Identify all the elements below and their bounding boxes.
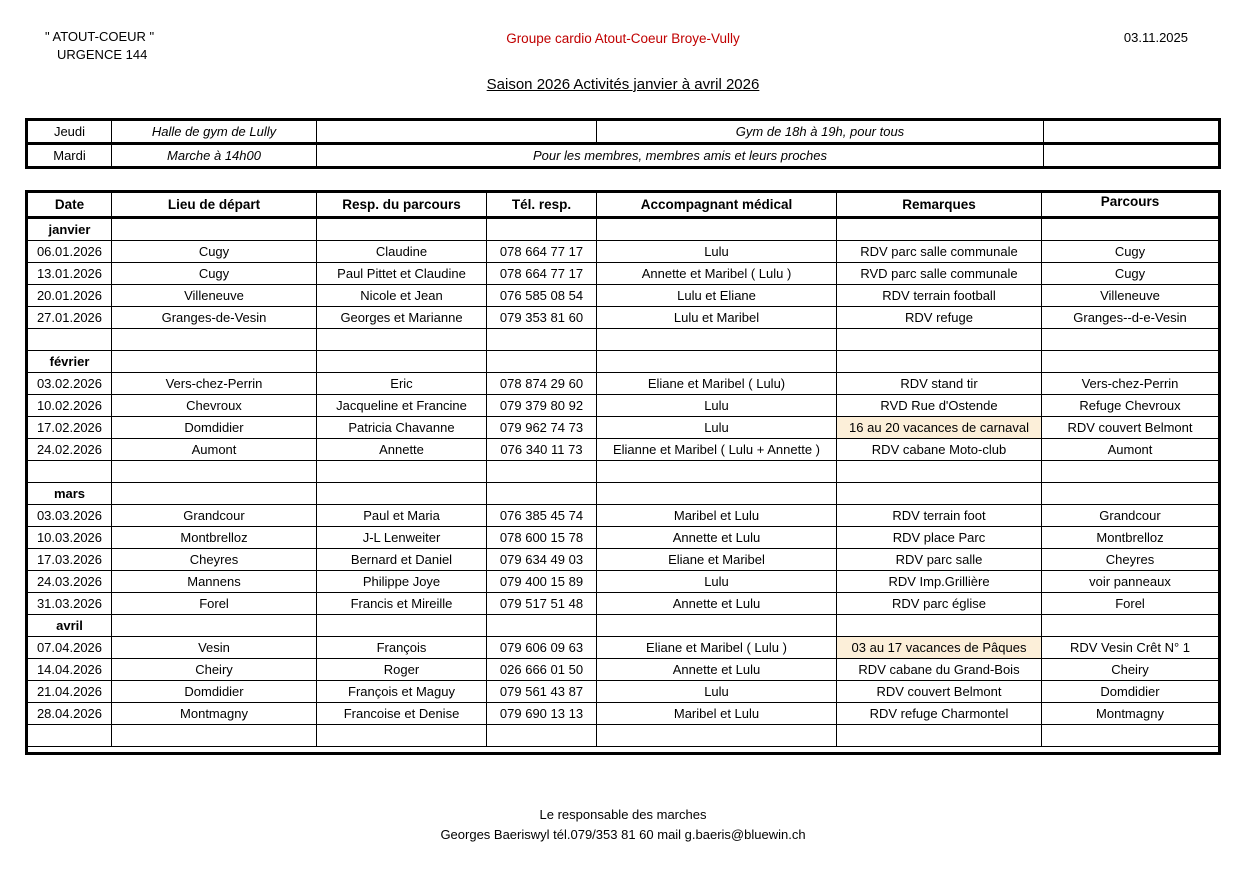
cell-accompagnant: Eliane et Maribel: [597, 549, 837, 571]
org-name: " ATOUT-COEUR ": [45, 29, 155, 44]
cell-date: 17.03.2026: [27, 549, 112, 571]
info-empty-cell: [1044, 144, 1220, 168]
cell-parcours: RDV Vesin Crêt N° 1: [1042, 637, 1220, 659]
cell-tel: 079 379 80 92: [487, 395, 597, 417]
cell-accompagnant: [597, 218, 837, 241]
table-row: [27, 571, 1220, 593]
table-row: [27, 681, 1220, 703]
table-row: [27, 417, 1220, 439]
cell-date: 03.03.2026: [27, 505, 112, 527]
empty-row: [27, 461, 1220, 483]
cell-resp: Georges et Marianne: [317, 307, 487, 329]
cell-resp: Annette: [317, 439, 487, 461]
info-day: Mardi: [27, 144, 112, 168]
cell-remarques: 16 au 20 vacances de carnaval: [837, 417, 1042, 439]
info-empty-cell: [317, 120, 597, 144]
cell-accompagnant: Maribel et Lulu: [597, 703, 837, 725]
month-row: [27, 218, 1220, 241]
cell-resp: Philippe Joye: [317, 571, 487, 593]
cell-lieu: [112, 483, 317, 505]
cell-parcours: [1042, 725, 1220, 747]
cell-date: 03.02.2026: [27, 373, 112, 395]
cell-parcours: Forel: [1042, 593, 1220, 615]
footer-contact: Georges Baeriswyl tél.079/353 81 60 mail g.baeris@bluewin.ch: [440, 826, 806, 842]
spacer-cell: [27, 747, 1220, 754]
table-row: [27, 307, 1220, 329]
cell-remarques: RDV terrain foot: [837, 505, 1042, 527]
cell-remarques: RDV parc salle communale: [837, 241, 1042, 263]
cell-accompagnant: Lulu et Eliane: [597, 285, 837, 307]
cell-tel: 079 606 09 63: [487, 637, 597, 659]
cell-tel: 078 664 77 17: [487, 263, 597, 285]
cell-parcours: Cheiry: [1042, 659, 1220, 681]
cell-accompagnant: [597, 351, 837, 373]
cell-tel: 079 517 51 48: [487, 593, 597, 615]
cell-remarques: [837, 461, 1042, 483]
cell-date: 20.01.2026: [27, 285, 112, 307]
cell-tel: [487, 725, 597, 747]
cell-remarques: RDV refuge Charmontel: [837, 703, 1042, 725]
cell-remarques: [837, 615, 1042, 637]
info-day: Jeudi: [27, 120, 112, 144]
cell-accompagnant: Lulu: [597, 395, 837, 417]
info-detail: Pour les membres, membres amis et leurs proches: [317, 144, 1044, 168]
cell-accompagnant: Lulu: [597, 571, 837, 593]
cell-remarques: RDV Imp.Grillière: [837, 571, 1042, 593]
cell-parcours: Aumont: [1042, 439, 1220, 461]
cell-lieu: [112, 218, 317, 241]
cell-lieu: Cugy: [112, 241, 317, 263]
month-row: [27, 615, 1220, 637]
cell-lieu: Mannens: [112, 571, 317, 593]
cell-lieu: Aumont: [112, 439, 317, 461]
document-header: [0, 0, 1246, 108]
cell-date: avril: [27, 615, 112, 637]
table-row: [27, 637, 1220, 659]
table-row: [27, 395, 1220, 417]
cell-parcours: Cugy: [1042, 241, 1220, 263]
footer: [0, 805, 1246, 844]
cell-parcours: Grandcour: [1042, 505, 1220, 527]
cell-parcours: [1042, 351, 1220, 373]
cell-parcours: Domdidier: [1042, 681, 1220, 703]
table-row: [27, 593, 1220, 615]
info-table: [25, 118, 1221, 169]
cell-date: 27.01.2026: [27, 307, 112, 329]
cell-resp: [317, 615, 487, 637]
cell-resp: [317, 329, 487, 351]
cell-lieu: Montmagny: [112, 703, 317, 725]
cell-tel: 079 400 15 89: [487, 571, 597, 593]
cell-tel: 079 690 13 13: [487, 703, 597, 725]
month-row: [27, 483, 1220, 505]
cell-date: 24.02.2026: [27, 439, 112, 461]
cell-resp: J-L Lenweiter: [317, 527, 487, 549]
cell-lieu: [112, 615, 317, 637]
cell-resp: Patricia Chavanne: [317, 417, 487, 439]
cell-date: janvier: [27, 218, 112, 241]
cell-resp: [317, 483, 487, 505]
cell-remarques: RVD Rue d'Ostende: [837, 395, 1042, 417]
cell-resp: Nicole et Jean: [317, 285, 487, 307]
cell-resp: [317, 461, 487, 483]
cell-resp: Bernard et Daniel: [317, 549, 487, 571]
org-urgence: URGENCE 144: [57, 47, 148, 63]
cell-tel: 076 385 45 74: [487, 505, 597, 527]
table-row: [27, 263, 1220, 285]
cell-parcours: voir panneaux: [1042, 571, 1220, 593]
cell-remarques: [837, 218, 1042, 241]
cell-date: mars: [27, 483, 112, 505]
cell-lieu: Domdidier: [112, 417, 317, 439]
document-date: 03.11.2025: [1123, 30, 1188, 45]
table-row: [27, 373, 1220, 395]
cell-remarques: 03 au 17 vacances de Pâques: [837, 637, 1042, 659]
cell-date: 28.04.2026: [27, 703, 112, 725]
table-row: [27, 285, 1220, 307]
page-title: Saison 2026 Activités janvier à avril 2026: [486, 76, 760, 93]
cell-resp: Paul Pittet et Claudine: [317, 263, 487, 285]
cell-remarques: RDV stand tir: [837, 373, 1042, 395]
cell-accompagnant: Lulu: [597, 241, 837, 263]
cell-resp: Francoise et Denise: [317, 703, 487, 725]
cell-resp: Eric: [317, 373, 487, 395]
cell-lieu: Cugy: [112, 263, 317, 285]
cell-date: 10.03.2026: [27, 527, 112, 549]
cell-accompagnant: Maribel et Lulu: [597, 505, 837, 527]
table-row: [27, 439, 1220, 461]
cell-lieu: [112, 351, 317, 373]
info-detail: Gym de 18h à 19h, pour tous: [597, 120, 1044, 144]
cell-date: 21.04.2026: [27, 681, 112, 703]
cell-resp: Paul et Maria: [317, 505, 487, 527]
cell-parcours: Villeneuve: [1042, 285, 1220, 307]
table-row: [27, 505, 1220, 527]
cell-tel: [487, 483, 597, 505]
cell-parcours: [1042, 615, 1220, 637]
cell-accompagnant: Annette et Maribel ( Lulu ): [597, 263, 837, 285]
empty-row: [27, 725, 1220, 747]
table-row: [27, 703, 1220, 725]
cell-tel: 079 353 81 60: [487, 307, 597, 329]
cell-accompagnant: Lulu: [597, 417, 837, 439]
table-row: [27, 549, 1220, 571]
cell-accompagnant: Annette et Lulu: [597, 527, 837, 549]
cell-lieu: Vers-chez-Perrin: [112, 373, 317, 395]
group-title: Groupe cardio Atout-Coeur Broye-Vully: [506, 31, 740, 46]
cell-lieu: Villeneuve: [112, 285, 317, 307]
cell-parcours: Montbrelloz: [1042, 527, 1220, 549]
month-row: [27, 351, 1220, 373]
cell-lieu: Cheyres: [112, 549, 317, 571]
cell-accompagnant: Annette et Lulu: [597, 593, 837, 615]
cell-accompagnant: [597, 615, 837, 637]
col-header-lieu: Lieu de départ: [112, 192, 317, 218]
cell-date: février: [27, 351, 112, 373]
cell-accompagnant: [597, 329, 837, 351]
cell-accompagnant: Eliane et Maribel ( Lulu): [597, 373, 837, 395]
cell-tel: [487, 218, 597, 241]
cell-remarques: RVD parc salle communale: [837, 263, 1042, 285]
cell-accompagnant: Annette et Lulu: [597, 659, 837, 681]
cell-lieu: [112, 725, 317, 747]
cell-tel: 078 600 15 78: [487, 527, 597, 549]
cell-tel: 078 664 77 17: [487, 241, 597, 263]
info-row-mardi: [27, 144, 1220, 168]
cell-accompagnant: [597, 461, 837, 483]
info-place: Halle de gym de Lully: [112, 120, 317, 144]
cell-accompagnant: Lulu et Maribel: [597, 307, 837, 329]
cell-lieu: [112, 329, 317, 351]
cell-parcours: Refuge Chevroux: [1042, 395, 1220, 417]
org-block: [45, 28, 154, 64]
cell-lieu: [112, 461, 317, 483]
cell-accompagnant: [597, 725, 837, 747]
cell-tel: 079 561 43 87: [487, 681, 597, 703]
col-header-accompagnant: Accompagnant médical: [597, 192, 837, 218]
cell-remarques: RDV refuge: [837, 307, 1042, 329]
cell-resp: François et Maguy: [317, 681, 487, 703]
cell-date: [27, 725, 112, 747]
cell-lieu: Montbrelloz: [112, 527, 317, 549]
cell-date: 14.04.2026: [27, 659, 112, 681]
col-header-date: Date: [27, 192, 112, 218]
cell-tel: 076 340 11 73: [487, 439, 597, 461]
cell-remarques: RDV terrain football: [837, 285, 1042, 307]
col-header-resp: Resp. du parcours: [317, 192, 487, 218]
cell-date: 31.03.2026: [27, 593, 112, 615]
table-row: [27, 241, 1220, 263]
cell-lieu: Cheiry: [112, 659, 317, 681]
cell-date: 10.02.2026: [27, 395, 112, 417]
cell-accompagnant: Elianne et Maribel ( Lulu + Annette ): [597, 439, 837, 461]
cell-parcours: Vers-chez-Perrin: [1042, 373, 1220, 395]
cell-resp: [317, 725, 487, 747]
cell-parcours: Cugy: [1042, 263, 1220, 285]
cell-remarques: [837, 329, 1042, 351]
cell-accompagnant: Eliane et Maribel ( Lulu ): [597, 637, 837, 659]
cell-lieu: Chevroux: [112, 395, 317, 417]
cell-date: 07.04.2026: [27, 637, 112, 659]
cell-tel: 026 666 01 50: [487, 659, 597, 681]
cell-tel: [487, 615, 597, 637]
cell-remarques: RDV cabane Moto-club: [837, 439, 1042, 461]
info-place: Marche à 14h00: [112, 144, 317, 168]
cell-parcours: Cheyres: [1042, 549, 1220, 571]
cell-date: 24.03.2026: [27, 571, 112, 593]
cell-parcours: RDV couvert Belmont: [1042, 417, 1220, 439]
cell-resp: Francis et Mireille: [317, 593, 487, 615]
cell-remarques: [837, 351, 1042, 373]
cell-resp: [317, 218, 487, 241]
cell-tel: [487, 329, 597, 351]
cell-remarques: RDV parc église: [837, 593, 1042, 615]
schedule-table: [25, 190, 1221, 755]
cell-lieu: Domdidier: [112, 681, 317, 703]
schedule-body: [27, 218, 1220, 754]
cell-tel: 076 585 08 54: [487, 285, 597, 307]
cell-resp: [317, 351, 487, 373]
cell-parcours: [1042, 483, 1220, 505]
cell-lieu: Granges-de-Vesin: [112, 307, 317, 329]
cell-date: [27, 329, 112, 351]
col-header-remarques: Remarques: [837, 192, 1042, 218]
cell-resp: François: [317, 637, 487, 659]
info-empty-cell: [1044, 120, 1220, 144]
cell-accompagnant: [597, 483, 837, 505]
table-row: [27, 659, 1220, 681]
cell-tel: [487, 461, 597, 483]
cell-lieu: Grandcour: [112, 505, 317, 527]
col-header-tel: Tél. resp.: [487, 192, 597, 218]
table-row: [27, 527, 1220, 549]
cell-remarques: RDV couvert Belmont: [837, 681, 1042, 703]
cell-tel: 079 962 74 73: [487, 417, 597, 439]
cell-remarques: [837, 483, 1042, 505]
info-row-jeudi: [27, 120, 1220, 144]
cell-parcours: [1042, 329, 1220, 351]
cell-remarques: RDV cabane du Grand-Bois: [837, 659, 1042, 681]
schedule-header-row: [27, 192, 1220, 218]
cell-parcours: [1042, 461, 1220, 483]
cell-remarques: RDV parc salle: [837, 549, 1042, 571]
cell-date: [27, 461, 112, 483]
col-header-parcours: Parcours: [1042, 192, 1220, 218]
cell-accompagnant: Lulu: [597, 681, 837, 703]
cell-lieu: Vesin: [112, 637, 317, 659]
cell-resp: Jacqueline et Francine: [317, 395, 487, 417]
cell-remarques: [837, 725, 1042, 747]
empty-row: [27, 329, 1220, 351]
footer-role: Le responsable des marches: [539, 807, 707, 822]
cell-parcours: Montmagny: [1042, 703, 1220, 725]
cell-date: 13.01.2026: [27, 263, 112, 285]
cell-lieu: Forel: [112, 593, 317, 615]
cell-tel: 079 634 49 03: [487, 549, 597, 571]
cell-resp: Roger: [317, 659, 487, 681]
cell-tel: 078 874 29 60: [487, 373, 597, 395]
cell-tel: [487, 351, 597, 373]
cell-remarques: RDV place Parc: [837, 527, 1042, 549]
cell-parcours: [1042, 218, 1220, 241]
cell-resp: Claudine: [317, 241, 487, 263]
cell-date: 17.02.2026: [27, 417, 112, 439]
cell-parcours: Granges--d-e-Vesin: [1042, 307, 1220, 329]
cell-date: 06.01.2026: [27, 241, 112, 263]
spacer-row: [27, 747, 1220, 754]
